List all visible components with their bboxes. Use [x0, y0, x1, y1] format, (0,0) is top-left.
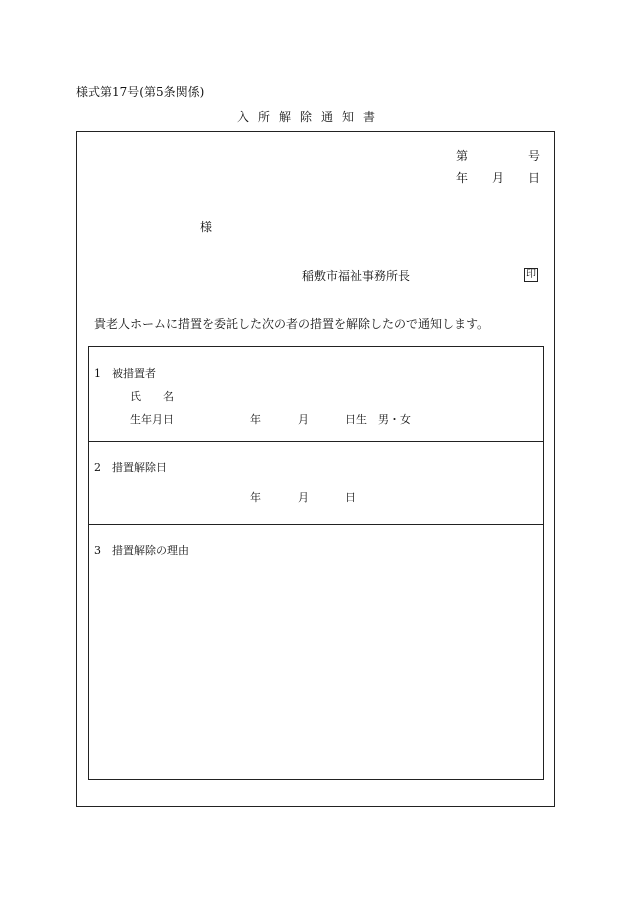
sex-options: 男・女 [378, 413, 411, 426]
section3-heading: 3 措置解除の理由 [94, 544, 189, 557]
birth-month-label: 月 [298, 413, 309, 426]
number-suffix: 号 [528, 149, 541, 163]
release-year-label: 年 [250, 491, 261, 504]
section-divider-2 [88, 524, 544, 525]
section-divider-1 [88, 441, 544, 442]
addressee-suffix: 様 [200, 220, 213, 234]
number-prefix: 第 [456, 149, 469, 163]
details-table [88, 346, 544, 780]
issuer-name: 稲敷市福祉事務所長 [302, 269, 411, 283]
birth-day-label: 日生 [345, 413, 367, 426]
document-title: 入所解除通知書 [237, 110, 385, 124]
release-month-label: 月 [298, 491, 309, 504]
date-day-label: 日 [528, 171, 541, 185]
section2-heading: 2 措置解除日 [94, 461, 167, 474]
notice-text: 貴老人ホームに措置を委託した次の者の措置を解除したので通知します。 [94, 317, 490, 331]
name-label: 氏 名 [130, 390, 174, 403]
date-month-label: 月 [492, 171, 505, 185]
form-number: 様式第17号(第5条関係) [76, 85, 205, 99]
seal-icon: 印 [526, 269, 536, 280]
birthdate-label: 生年月日 [130, 413, 174, 426]
birth-year-label: 年 [250, 413, 261, 426]
section1-heading: 1 被措置者 [94, 367, 156, 380]
date-year-label: 年 [456, 171, 469, 185]
release-day-label: 日 [345, 491, 356, 504]
